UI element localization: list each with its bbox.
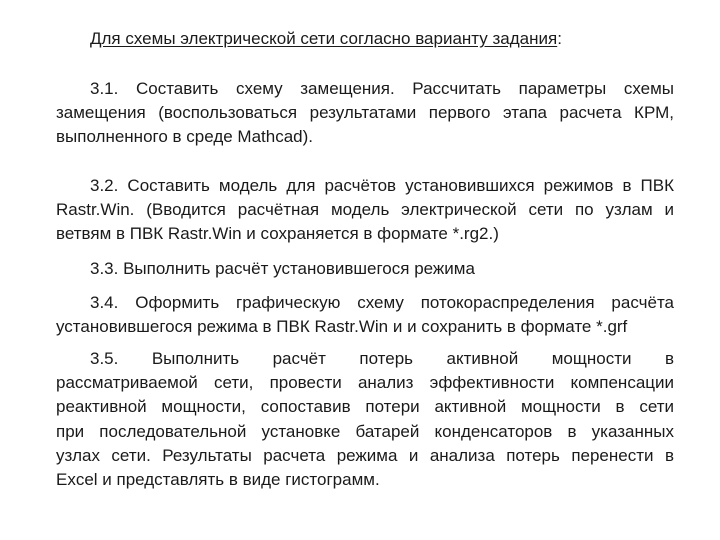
task-item-3-4-line: 3.4. Оформить графическую схему потокораспределения расчёта xyxy=(90,293,674,312)
task-item-3-1-line: выполненного в среде Mathcad). xyxy=(56,127,314,147)
task-item-3-5-line: Excel и представлять в виде гистограмм. xyxy=(56,470,380,490)
task-item-3-2-line: Rastr.Win. (Вводится расчётная модель электрической сети по узлам и xyxy=(56,200,674,220)
task-item-3-1-line: замещения (воспользоваться результатами первого этапа расчета КРМ, xyxy=(56,103,674,123)
task-item-3-2-line: ветвям в ПВК Rastr.Win и сохраняется в формате *.rg2.) xyxy=(56,224,499,244)
task-item-3-5-line: 3.5. Выполнить расчёт потерь активной мощности в xyxy=(90,349,674,368)
task-item-3-1 xyxy=(56,77,674,150)
task-item-3-3-line: 3.3. Выполнить расчёт установившегося режима xyxy=(90,259,475,278)
task-item-3-5 xyxy=(56,347,674,492)
task-heading-colon: : xyxy=(557,29,562,48)
task-item-3-4 xyxy=(56,291,674,339)
task-heading-text: Для схемы электрической сети согласно варианту задания xyxy=(90,29,558,48)
task-heading xyxy=(90,27,562,51)
task-item-3-4-line: установившегося режима в ПВК Rastr.Win и и сохранить в формате *.grf xyxy=(56,317,628,337)
task-item-3-2 xyxy=(56,174,674,247)
task-item-3-5-line: рассматриваемой сети, провести анализ эффективности компенсации xyxy=(56,373,674,393)
task-item-3-5-line: при последовательной установке батарей конденсаторов в указанных xyxy=(56,421,674,441)
task-item-3-5-line: узлах сети. Результаты расчета режима и анализа потерь перенести в xyxy=(56,445,674,465)
task-item-3-5-line: реактивной мощности, сопоставив потери активной мощности в сети xyxy=(56,397,674,417)
task-item-3-2-line: 3.2. Составить модель для расчётов установившихся режимов в ПВК xyxy=(90,176,674,195)
task-item-3-1-line: 3.1. Составить схему замещения. Рассчитать параметры схемы xyxy=(90,79,674,98)
task-item-3-3 xyxy=(56,257,674,281)
